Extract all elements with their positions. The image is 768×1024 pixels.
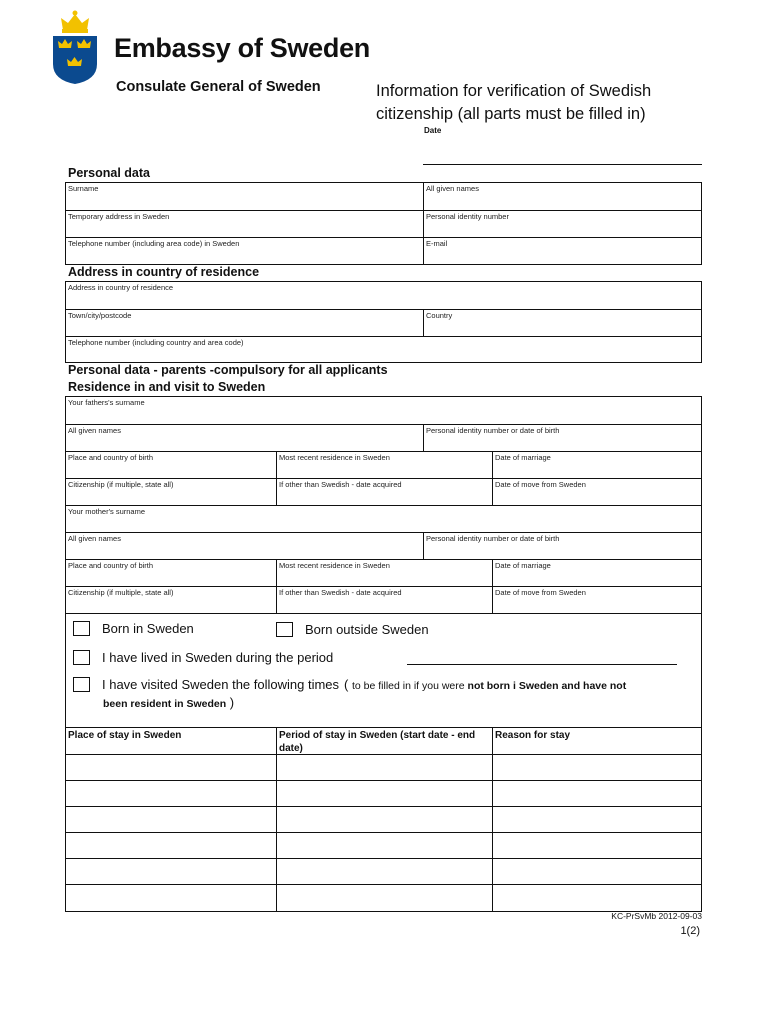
field-label: Town/city/postcode (68, 311, 132, 320)
column-header-reason: Reason for stay (495, 730, 571, 741)
mother-citizenship-field[interactable] (66, 587, 276, 613)
field-label: Most recent residence in Sweden (279, 561, 390, 570)
personal-id-field[interactable] (423, 211, 701, 237)
visited-note-line2 (103, 695, 234, 710)
period-cell[interactable] (276, 781, 492, 806)
father-acquired-field[interactable] (276, 479, 492, 505)
field-label: Country (426, 311, 453, 320)
father-place-birth-field[interactable] (66, 452, 276, 478)
given-names-field[interactable] (423, 183, 701, 210)
father-citizenship-field[interactable] (66, 479, 276, 505)
field-label: Telephone number (including country and area code) (68, 338, 244, 347)
field-label: Personal identity number or date of birth (426, 534, 560, 543)
field-label: Place and country of birth (68, 561, 154, 570)
father-given-names-field[interactable] (66, 425, 423, 451)
field-label: Date of move from Sweden (495, 588, 586, 597)
father-pin-dob-field[interactable] (423, 425, 701, 451)
field-label: E-mail (426, 239, 448, 248)
note-bold: been resident (103, 698, 172, 710)
table-row (66, 806, 701, 832)
period-cell[interactable] (276, 859, 492, 884)
field-label: Place and country of birth (68, 453, 154, 462)
visited-sweden-label (102, 677, 626, 692)
address-box (65, 281, 702, 363)
reason-cell[interactable] (492, 859, 701, 884)
field-label: Date of move from Sweden (495, 480, 586, 489)
mother-given-names-field[interactable] (66, 533, 423, 559)
form-code: KC-PrSvMb 2012-09-03 (611, 911, 702, 921)
field-label: Personal identity number or date of birth (426, 426, 560, 435)
mother-move-field[interactable] (492, 587, 701, 613)
table-row (66, 754, 701, 780)
note-bold: not born i Sweden (467, 680, 559, 692)
form-title: Information for verification of Swedish citizenship (all parts must be filled in) (376, 82, 652, 123)
note-bold: and have not (558, 680, 627, 692)
stays-table-header (66, 727, 701, 754)
section-title-address: Address in country of residence (68, 265, 260, 279)
reason-cell[interactable] (492, 885, 701, 911)
reason-cell[interactable] (492, 833, 701, 858)
lived-in-sweden-checkbox[interactable] (73, 650, 90, 665)
table-row (66, 858, 701, 884)
born-in-sweden-checkbox[interactable] (73, 621, 90, 636)
place-cell[interactable] (66, 755, 276, 780)
mother-marriage-field[interactable] (492, 560, 701, 586)
town-field[interactable] (66, 310, 423, 336)
note-close: ) (226, 695, 235, 710)
field-label: Surname (68, 184, 99, 193)
field-label: Address in country of residence (68, 283, 174, 292)
visited-text: I have visited Sweden the following times (102, 677, 340, 692)
embassy-name: Embassy of Sweden (114, 33, 370, 63)
field-label: Date of marriage (495, 561, 551, 570)
born-outside-sweden-checkbox[interactable] (276, 622, 293, 637)
place-cell[interactable] (66, 859, 276, 884)
father-marriage-field[interactable] (492, 452, 701, 478)
parents-residence-box (65, 396, 702, 912)
email-field[interactable] (423, 238, 701, 264)
table-row (66, 884, 701, 911)
date-label: Date (424, 126, 442, 135)
lived-in-sweden-label: I have lived in Sweden during the period (102, 650, 334, 665)
field-label: Citizenship (if multiple, state all) (68, 480, 174, 489)
reason-cell[interactable] (492, 807, 701, 832)
temp-address-field[interactable] (66, 211, 423, 237)
place-cell[interactable] (66, 807, 276, 832)
note-open: ( (344, 677, 352, 692)
swedish-crown-shield-icon (50, 8, 100, 84)
residence-address-field[interactable] (66, 282, 701, 309)
field-label: Your fathers's surname (68, 398, 145, 407)
field-label: Date of marriage (495, 453, 551, 462)
country-field[interactable] (423, 310, 701, 336)
father-recent-residence-field[interactable] (276, 452, 492, 478)
personal-data-box (65, 182, 702, 265)
page-number: 1(2) (680, 925, 700, 937)
surname-field[interactable] (66, 183, 423, 210)
place-cell[interactable] (66, 781, 276, 806)
born-in-sweden-label: Born in Sweden (102, 621, 194, 636)
reason-cell[interactable] (492, 755, 701, 780)
field-label: All given names (68, 426, 121, 435)
mother-surname-field[interactable] (66, 506, 701, 532)
table-row (66, 780, 701, 806)
period-cell[interactable] (276, 807, 492, 832)
father-surname-field[interactable] (66, 397, 701, 424)
field-label: All given names (426, 184, 479, 193)
telephone-residence-field[interactable] (66, 337, 701, 363)
telephone-sweden-field[interactable] (66, 238, 423, 264)
mother-place-birth-field[interactable] (66, 560, 276, 586)
field-label: If other than Swedish - date acquired (279, 588, 402, 597)
period-cell[interactable] (276, 833, 492, 858)
field-label: All given names (68, 534, 121, 543)
mother-pin-dob-field[interactable] (423, 533, 701, 559)
mother-acquired-field[interactable] (276, 587, 492, 613)
table-row (66, 832, 701, 858)
date-field[interactable] (423, 164, 702, 165)
lived-period-field[interactable] (407, 664, 677, 665)
field-label: Your mother's surname (68, 507, 146, 516)
place-cell[interactable] (66, 833, 276, 858)
field-label: Most recent residence in Sweden (279, 453, 390, 462)
section-title-parents: Personal data - parents -compulsory for all applicants (68, 363, 388, 377)
section-title-residence: Residence in and visit to Sweden (68, 380, 266, 394)
mother-recent-residence-field[interactable] (276, 560, 492, 586)
field-label: If other than Swedish - date acquired (279, 480, 402, 489)
section-title-personal-data: Personal data (68, 166, 150, 180)
place-cell[interactable] (66, 885, 276, 911)
note-bold: in Sweden (171, 698, 227, 710)
reason-cell[interactable] (492, 781, 701, 806)
residence-checkbox-area (66, 613, 701, 727)
note-text: to be filled in if you were (351, 680, 468, 692)
period-cell[interactable] (276, 885, 492, 911)
visited-sweden-checkbox[interactable] (73, 677, 90, 692)
field-label: Citizenship (if multiple, state all) (68, 588, 174, 597)
field-label: Temporary address in Sweden (68, 212, 170, 221)
field-label: Telephone number (including area code) in Sweden (68, 239, 240, 248)
column-header-period: Period of stay in Sweden (start date - end date) (279, 730, 476, 754)
born-outside-sweden-label: Born outside Sweden (305, 622, 429, 637)
father-move-field[interactable] (492, 479, 701, 505)
consulate-name: Consulate General of Sweden (116, 79, 321, 95)
period-cell[interactable] (276, 755, 492, 780)
column-header-place: Place of stay in Sweden (68, 730, 182, 741)
field-label: Personal identity number (426, 212, 509, 221)
